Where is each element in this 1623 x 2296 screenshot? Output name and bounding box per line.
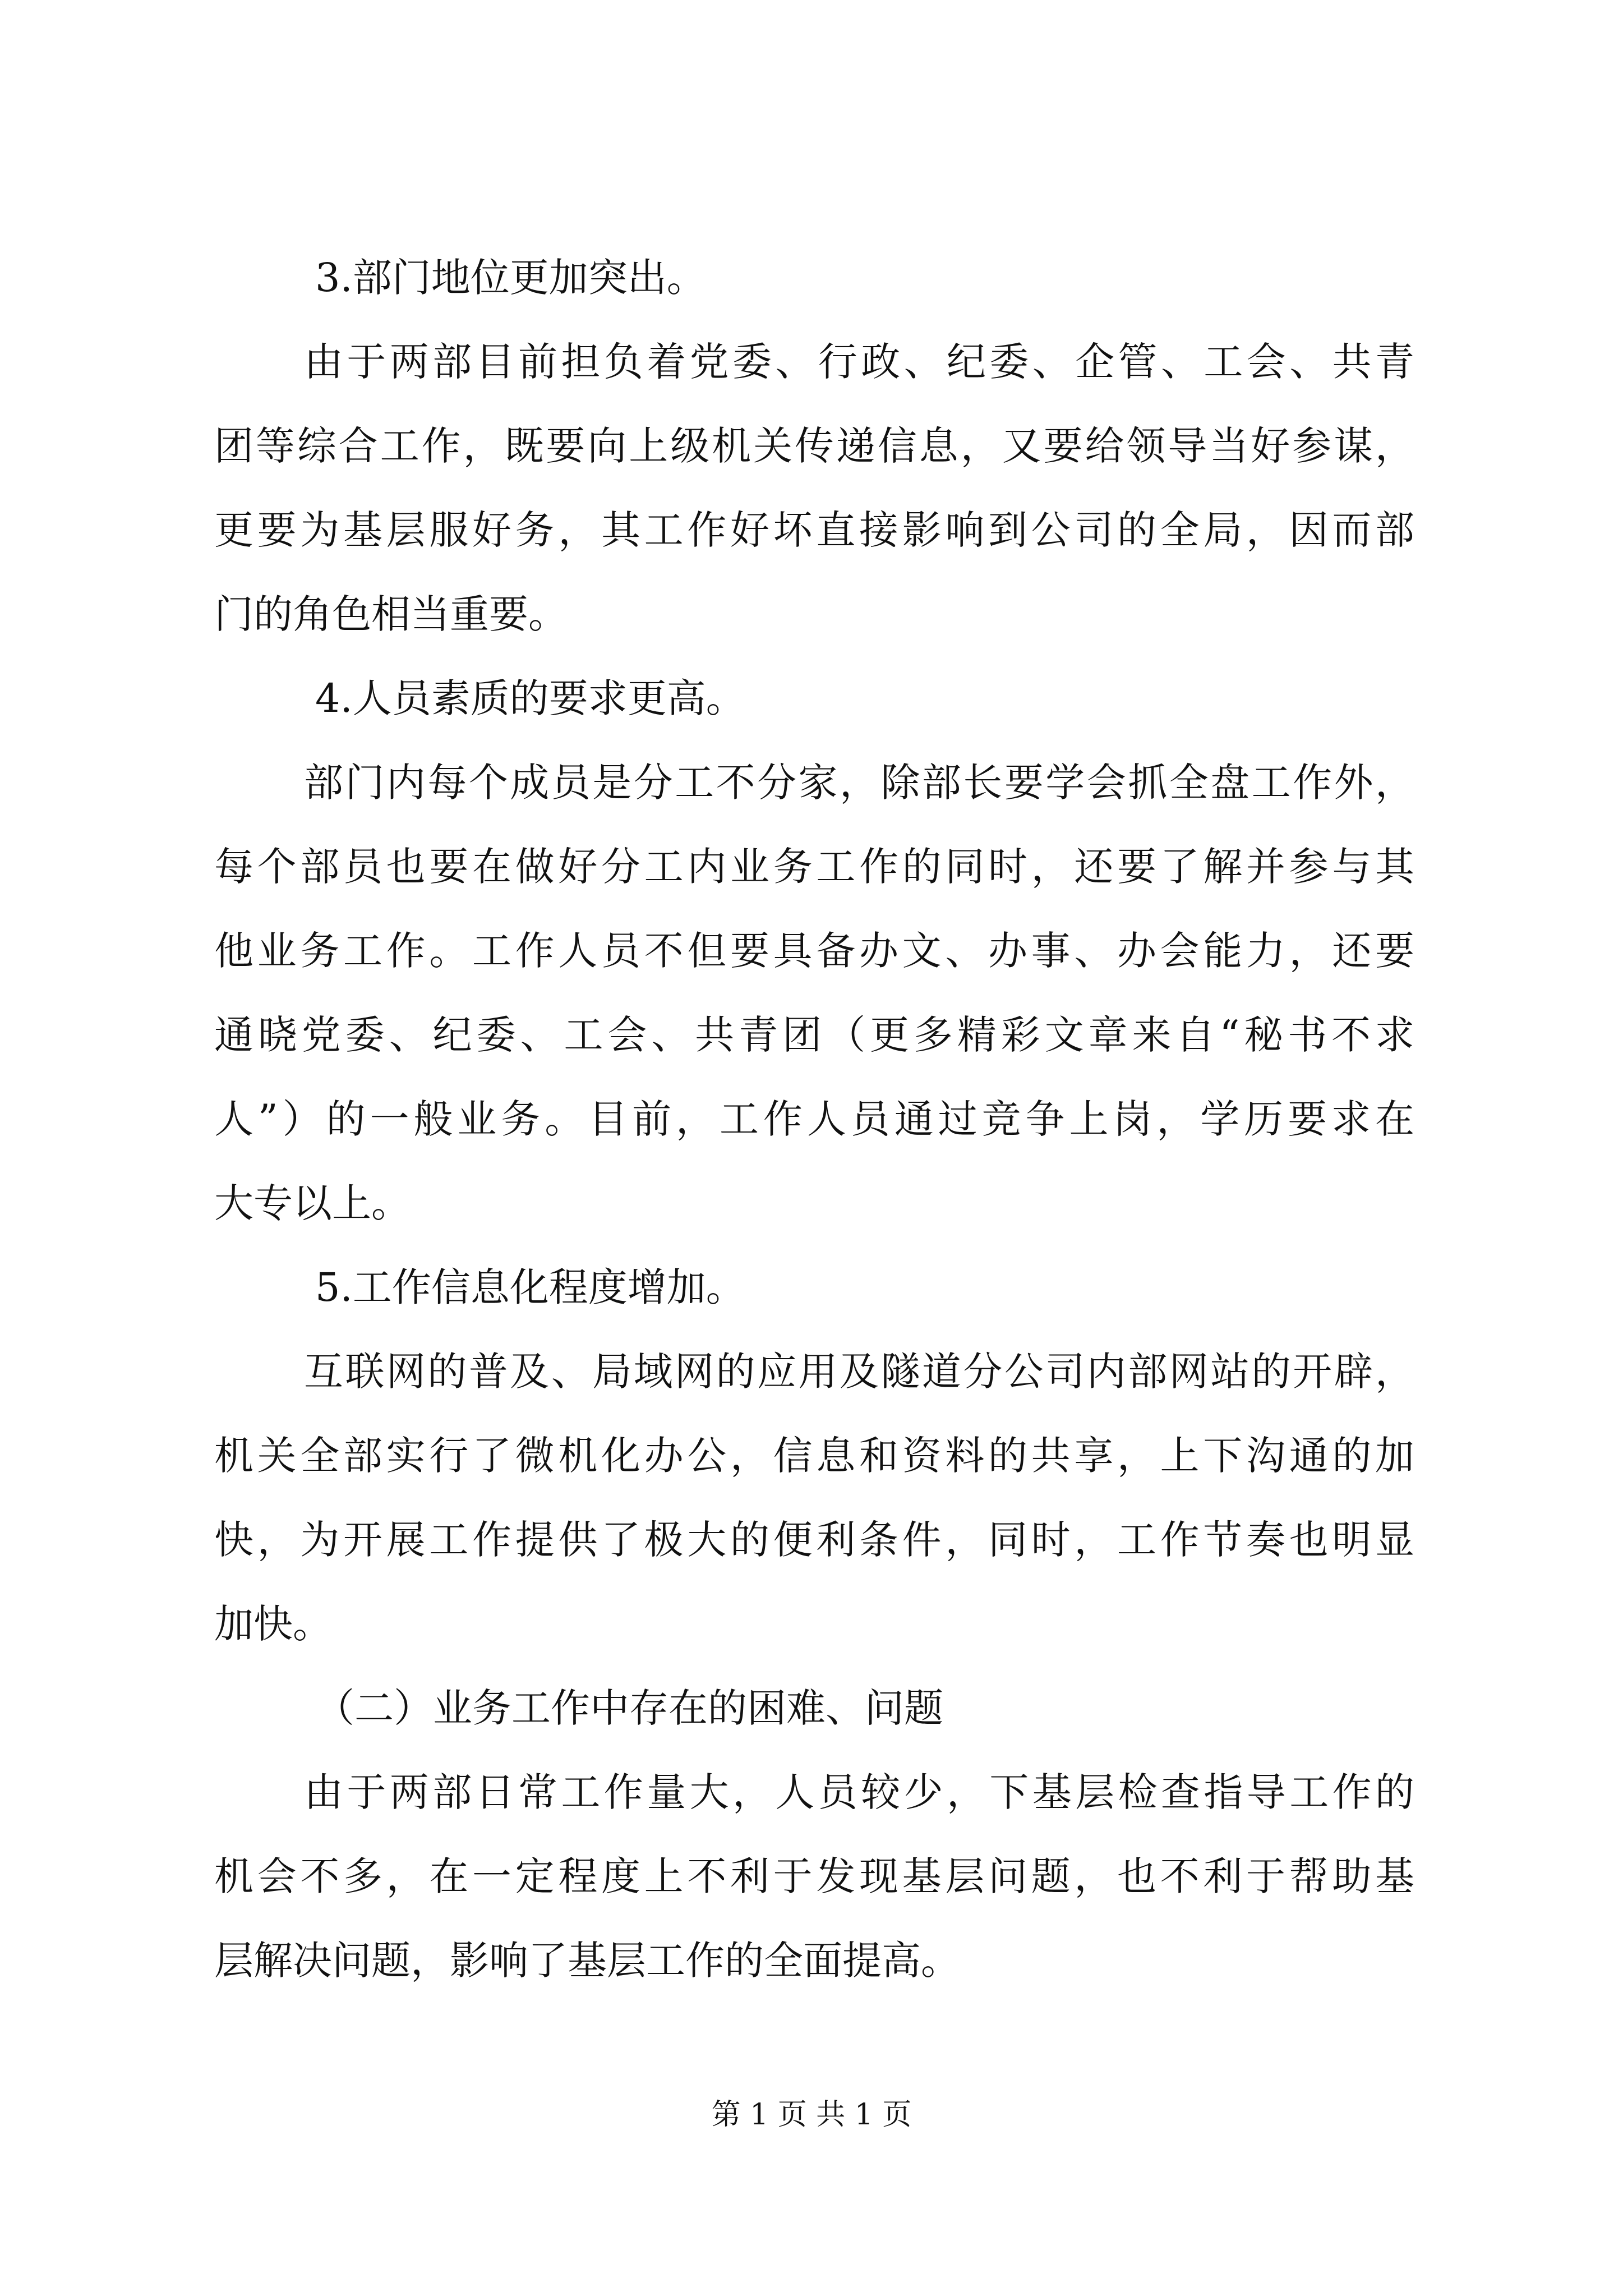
paragraph-line: 团等综合工作，既要向上级机关传递信息，又要给领导当好参谋，: [214, 423, 1414, 469]
paragraph-line: 由于两部目前担负着党委、行政、纪委、企管、工会、共青: [304, 339, 1414, 385]
paragraph-line: 每个部员也要在做好分工内业务工作的同时，还要了解并参与其: [214, 844, 1414, 890]
paragraph-line: 快，为开展工作提供了极大的便利条件，同时，工作节奏也明显: [214, 1517, 1414, 1563]
page-number-label: 第 1 页 共 1 页: [711, 2098, 912, 2132]
paragraph-line: 互联网的普及、局域网的应用及隧道分公司内部网站的开辟，: [304, 1349, 1414, 1395]
section-heading: （二）业务工作中存在的困难、问题: [315, 1685, 943, 1731]
paragraph: [214, 320, 1414, 656]
paragraph-line: 加快。: [214, 1601, 332, 1647]
paragraph-line: 层解决问题，影响了基层工作的全面提高。: [214, 1938, 960, 1984]
section-heading: 3.部门地位更加突出。: [315, 255, 706, 301]
paragraph-line: 部门内每个成员是分工不分家，除部长要学会抓全盘工作外，: [304, 760, 1414, 806]
paragraph-line: 由于两部日常工作量大，人员较少，下基层检查指导工作的: [304, 1769, 1414, 1815]
paragraph: [214, 1329, 1414, 1666]
paragraph-line: 人”）的一般业务。目前，工作人员通过竞争上岗，学历要求在: [214, 1096, 1414, 1142]
page-footer: [0, 2092, 1623, 2137]
paragraph: [214, 1750, 1414, 2003]
paragraph-line: 更要为基层服好务，其工作好坏直接影响到公司的全局，因而部: [214, 507, 1414, 553]
document-body: [214, 236, 1414, 2003]
paragraph-line: 机关全部实行了微机化办公，信息和资料的共享，上下沟通的加: [214, 1433, 1414, 1479]
paragraph-line: 门的角色相当重要。: [214, 591, 568, 637]
section-heading: 4.人员素质的要求更高。: [315, 675, 745, 721]
paragraph-line: 机会不多，在一定程度上不利于发现基层问题，也不利于帮助基: [214, 1853, 1414, 1899]
paragraph-line: 通晓党委、纪委、工会、共青团（更多精彩文章来自“秘书不求: [214, 1012, 1414, 1058]
paragraph-line: 他业务工作。工作人员不但要具备办文、办事、办会能力，还要: [214, 928, 1414, 974]
paragraph-line: 大专以上。: [214, 1180, 411, 1226]
paragraph: [214, 740, 1414, 1245]
section-heading: 5.工作信息化程度增加。: [315, 1264, 745, 1310]
